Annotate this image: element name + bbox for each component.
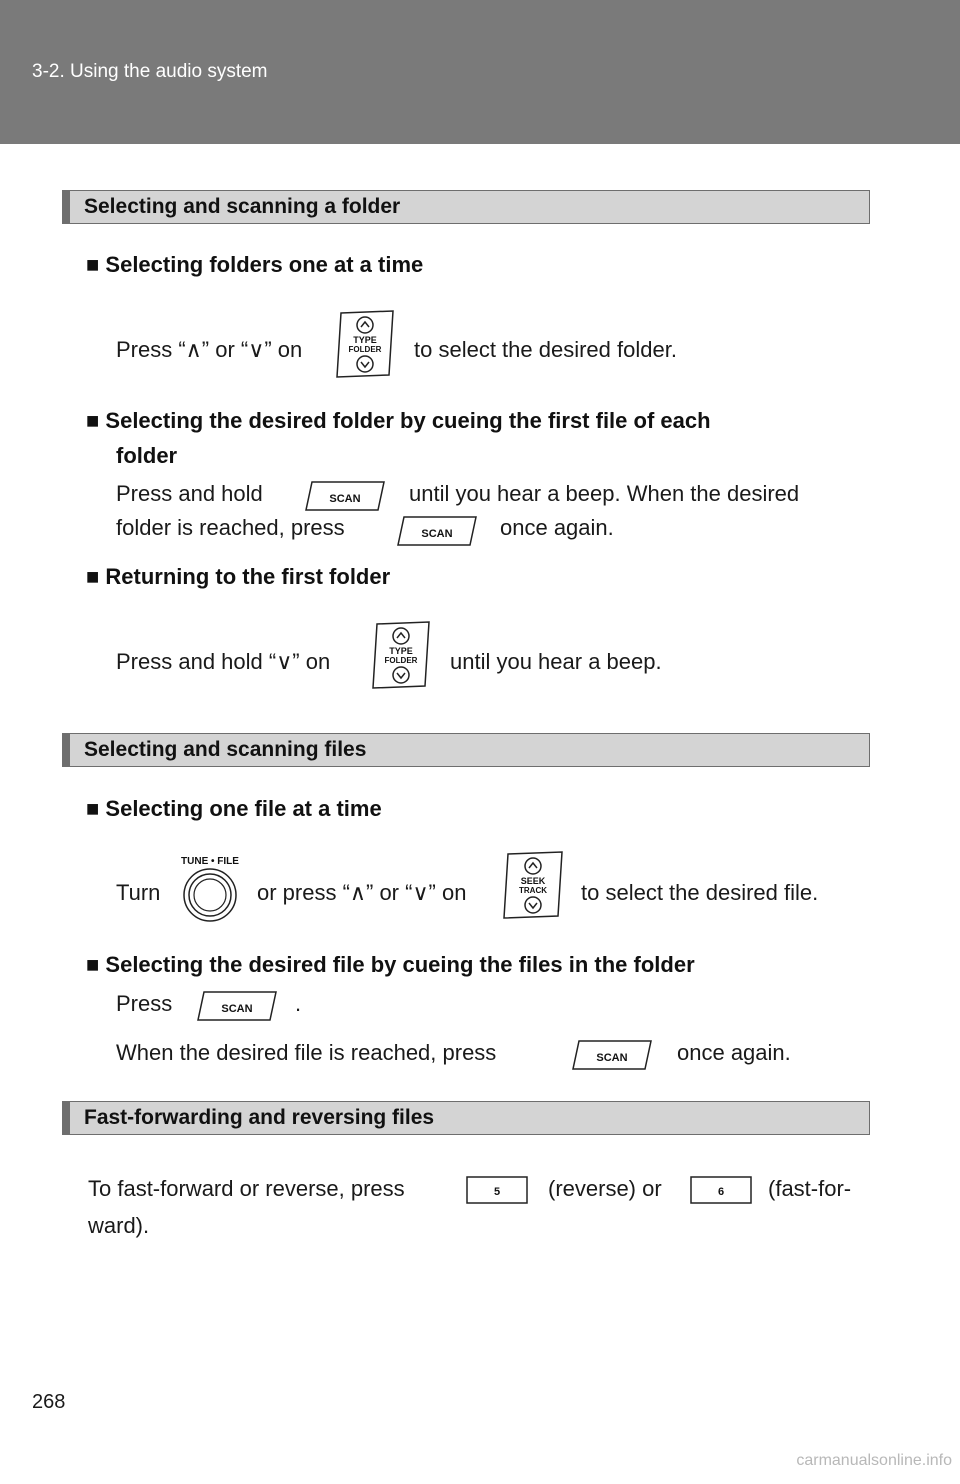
subheading-text: Selecting the desired folder by cueing the first file of each bbox=[105, 408, 711, 433]
preset-6-button bbox=[690, 1176, 752, 1204]
subheading-cue-folder: ■ Selecting the desired folder by cueing the first file of each bbox=[86, 408, 711, 433]
button-label: SCAN bbox=[421, 528, 453, 540]
body-text: When the desired file is reached, press bbox=[116, 1040, 497, 1065]
body-text: until you hear a beep. When the desired bbox=[409, 481, 800, 506]
body-text: ward). bbox=[88, 1213, 150, 1238]
subheading-text: Returning to the first folder bbox=[105, 564, 391, 589]
button-label: SCAN bbox=[596, 1052, 628, 1064]
section-heading-folder bbox=[62, 190, 870, 224]
page-header-band bbox=[0, 0, 960, 144]
body-text: Press “∧” or “∨” on bbox=[116, 337, 303, 362]
section-title: Fast-forwarding and reversing files bbox=[84, 1106, 435, 1129]
button-label: 5 bbox=[493, 1186, 501, 1198]
body-text: Press bbox=[116, 991, 173, 1016]
button-label: SCAN bbox=[329, 493, 361, 505]
button-label: SEEK bbox=[520, 876, 546, 886]
body-text: to select the desired folder. bbox=[414, 337, 677, 362]
body-text: once again. bbox=[677, 1040, 791, 1065]
body-text: Turn bbox=[116, 880, 161, 905]
body-text: folder is reached, press bbox=[116, 515, 345, 540]
subheading-cue-folder-line2: folder bbox=[116, 443, 178, 468]
body-text: (reverse) or bbox=[548, 1176, 662, 1201]
type-folder-button bbox=[335, 311, 395, 377]
section-heading-ffwd bbox=[62, 1101, 870, 1135]
type-folder-button bbox=[371, 622, 431, 688]
tune-file-knob bbox=[178, 852, 242, 922]
button-label: TRACK bbox=[519, 886, 547, 895]
scan-button bbox=[571, 1040, 653, 1070]
button-label: FOLDER bbox=[384, 656, 418, 665]
button-label: FOLDER bbox=[348, 345, 382, 354]
body-text: until you hear a beep. bbox=[450, 649, 662, 674]
section-title: Selecting and scanning files bbox=[84, 738, 367, 761]
scan-button bbox=[396, 516, 478, 546]
body-text: Press and hold bbox=[116, 481, 263, 506]
page-number: 268 bbox=[32, 1391, 66, 1413]
button-label: TYPE bbox=[353, 335, 377, 345]
breadcrumb: 3-2. Using the audio system bbox=[32, 61, 268, 82]
scan-button bbox=[304, 481, 386, 511]
subheading-text: Selecting folders one at a time bbox=[105, 252, 424, 277]
seek-track-button bbox=[502, 852, 564, 918]
section-heading-files bbox=[62, 733, 870, 767]
body-text: to select the desired file. bbox=[581, 880, 819, 905]
body-text: . bbox=[295, 991, 302, 1016]
section-title: Selecting and scanning a folder bbox=[84, 195, 401, 218]
subheading-select-file: ■ Selecting one file at a time bbox=[86, 796, 382, 821]
scan-button bbox=[196, 991, 278, 1021]
watermark: carmanualsonline.info bbox=[796, 1452, 952, 1469]
body-text: once again. bbox=[500, 515, 614, 540]
body-text: To fast-forward or reverse, press bbox=[88, 1176, 405, 1201]
subheading-cue-files: ■ Selecting the desired file by cueing the files in the folder bbox=[86, 952, 695, 977]
subheading-select-folders: ■ Selecting folders one at a time bbox=[86, 252, 424, 277]
subheading-return-folder: ■ Returning to the first folder bbox=[86, 564, 391, 589]
body-text: (fast-for- bbox=[768, 1176, 852, 1201]
knob-label: TUNE • FILE bbox=[181, 856, 239, 867]
body-text: Press and hold “∨” on bbox=[116, 649, 331, 674]
button-label: 6 bbox=[717, 1186, 725, 1198]
button-label: SCAN bbox=[221, 1003, 253, 1015]
button-label: TYPE bbox=[389, 646, 413, 656]
preset-5-button bbox=[466, 1176, 528, 1204]
subheading-text: Selecting one file at a time bbox=[105, 796, 382, 821]
subheading-text: Selecting the desired file by cueing the files in the folder bbox=[105, 952, 695, 977]
body-text: or press “∧” or “∨” on bbox=[257, 880, 467, 905]
